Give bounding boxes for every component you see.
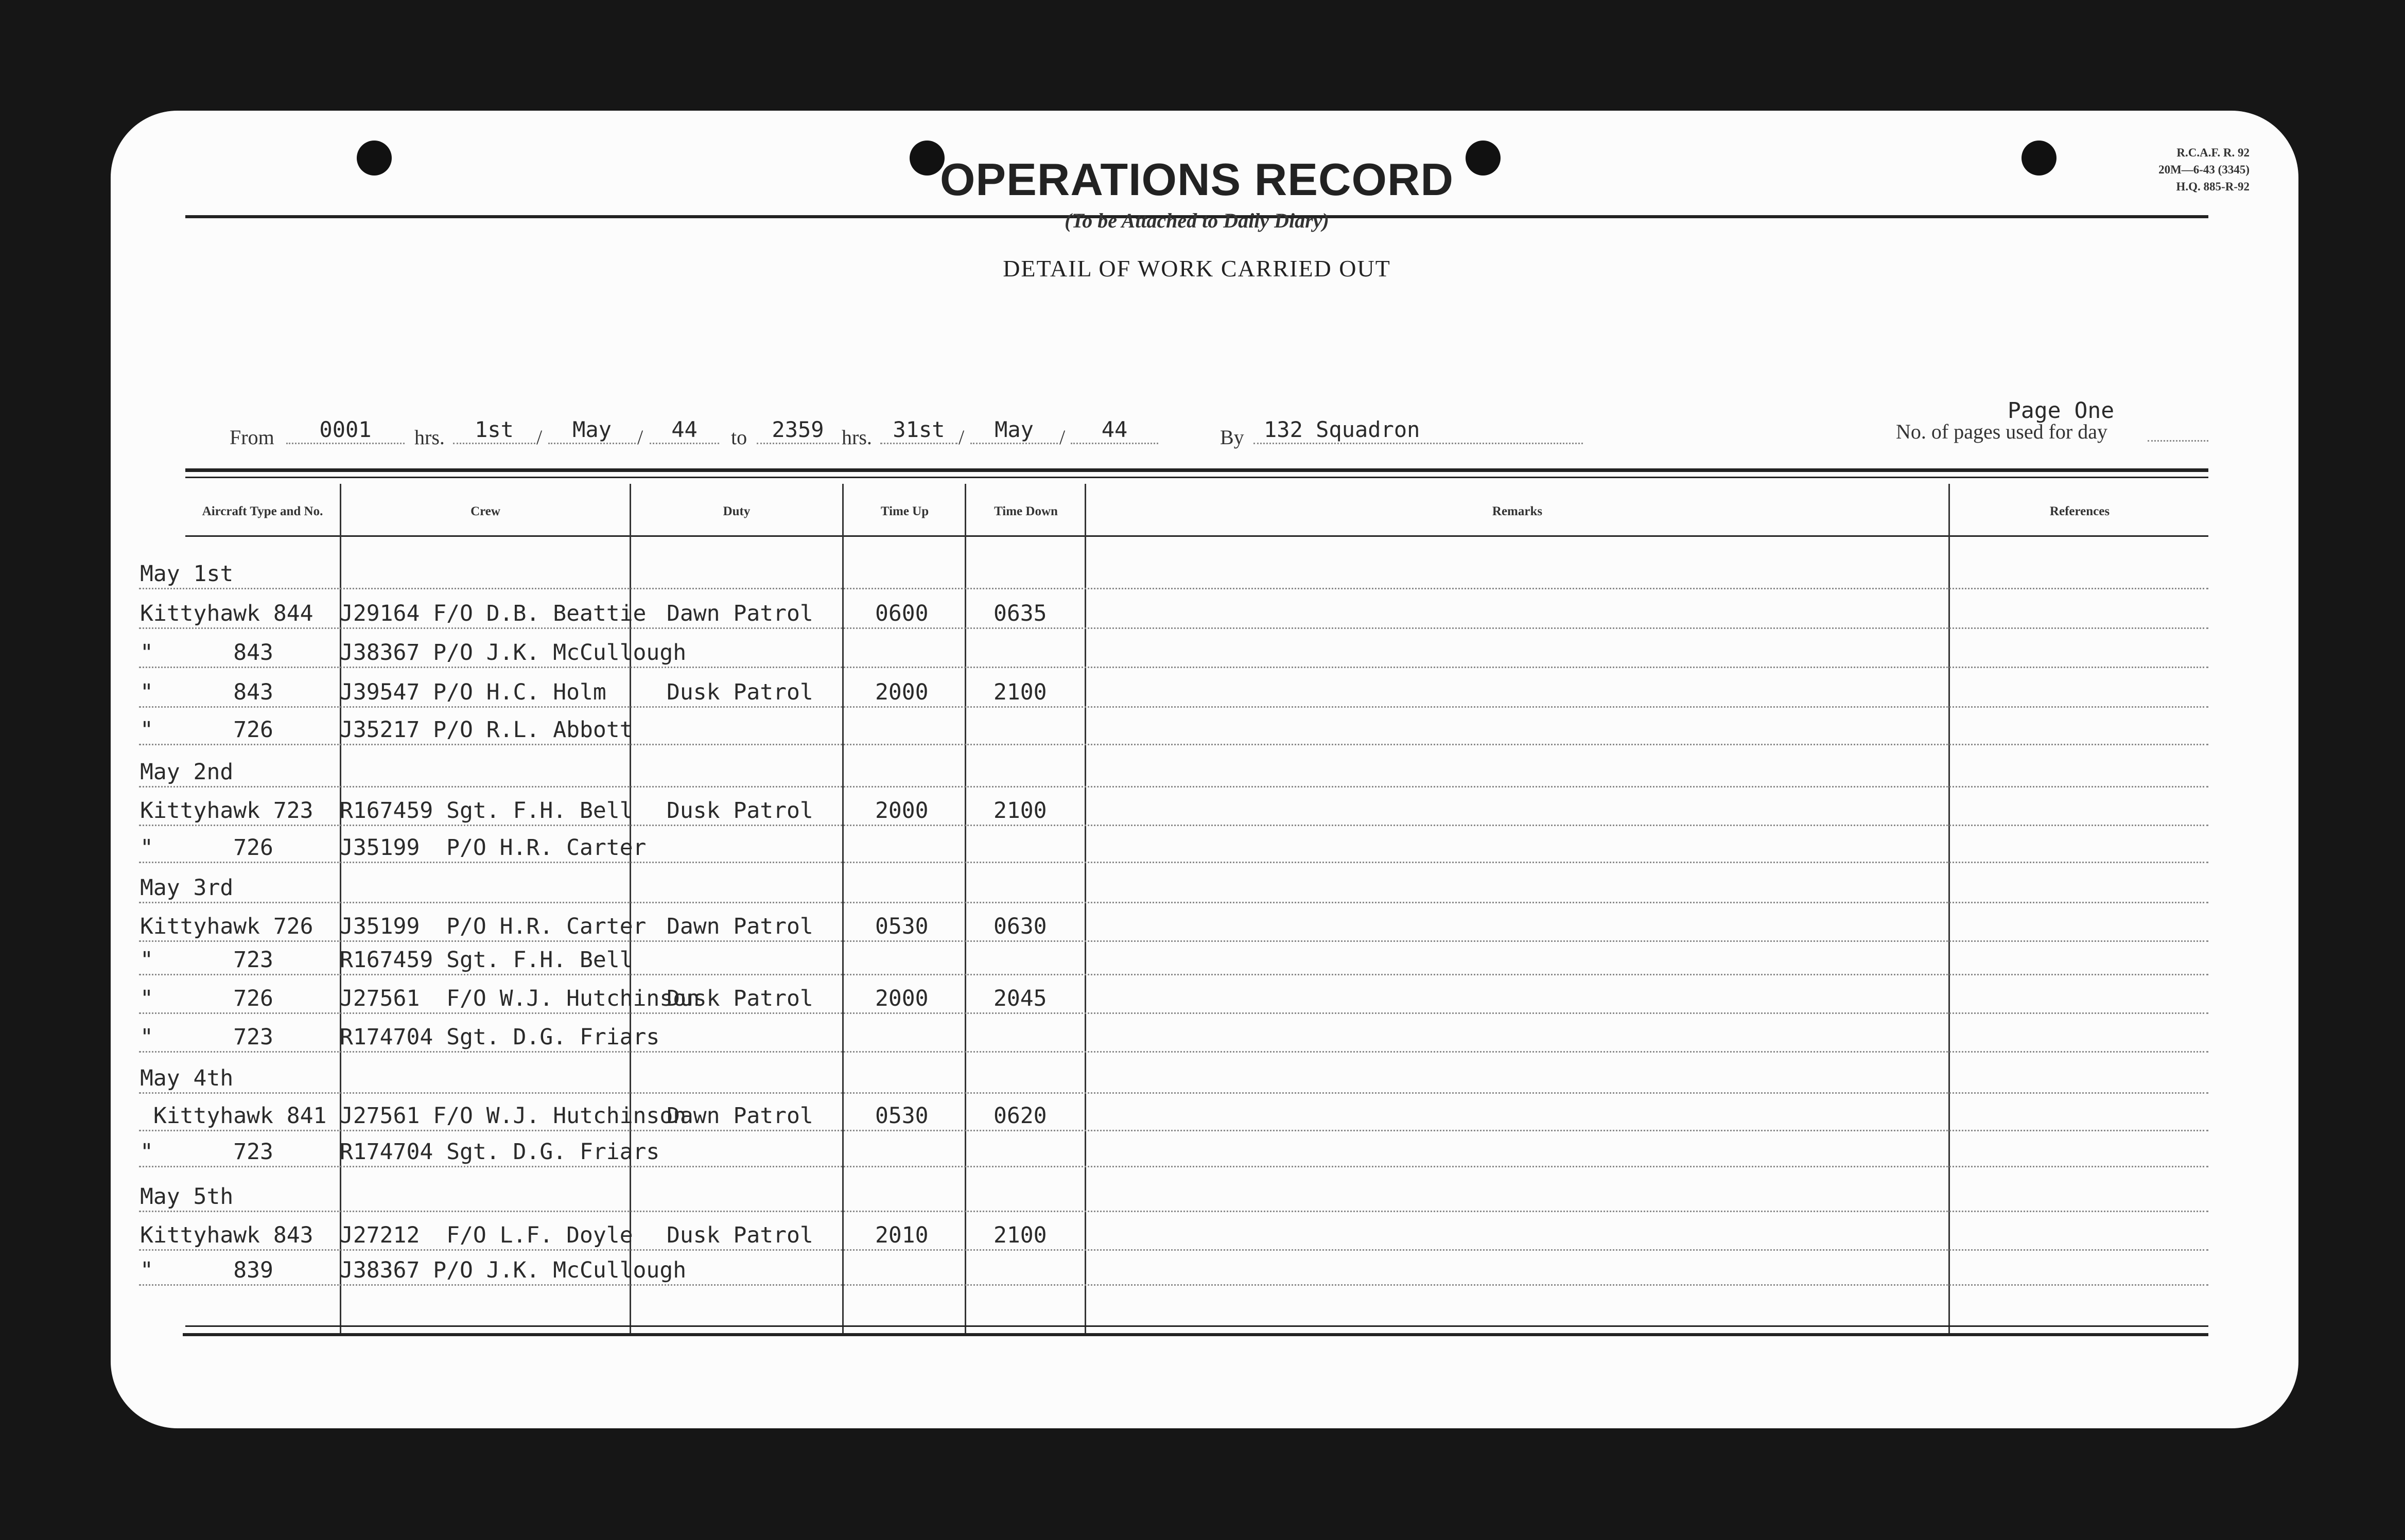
aircraft-cell: " 726 (140, 986, 273, 1011)
punch-hole (357, 141, 392, 176)
duty-cell: Dawn Patrol (667, 601, 813, 626)
aircraft-cell: May 3rd (140, 875, 234, 901)
form-title: OPERATIONS RECORD (939, 154, 1454, 205)
time-down-cell: 0620 (994, 1103, 1047, 1129)
date-separator: / (958, 426, 965, 449)
time-up-cell: 2010 (875, 1222, 929, 1248)
row-rule (139, 588, 2208, 589)
row-rule (139, 862, 2208, 863)
squadron-name: 132 Squadron (1253, 417, 1583, 444)
duty-cell: Dusk Patrol (667, 1222, 813, 1248)
crew-cell: J38367 P/O J.K. McCullough (340, 1257, 687, 1283)
row-rule (139, 940, 2208, 942)
aircraft-cell: " 843 (140, 640, 273, 666)
row-rule (139, 1211, 2208, 1212)
column-header: Duty (723, 504, 751, 518)
date-separator: / (1059, 426, 1066, 449)
aircraft-cell: " 723 (140, 1139, 273, 1165)
time-up-cell: 0600 (875, 601, 929, 626)
column-divider (842, 484, 844, 1333)
crew-cell: R167459 Sgt. F.H. Bell (340, 947, 633, 973)
column-divider (965, 484, 966, 1333)
aircraft-cell: Kittyhawk 843 (140, 1222, 313, 1248)
column-header: Crew (470, 504, 500, 518)
column-header: Time Up (880, 504, 929, 518)
to-month: May (970, 417, 1058, 444)
aircraft-cell: May 1st (140, 561, 234, 587)
page-number: Page One (2008, 398, 2115, 424)
row-rule (139, 786, 2208, 787)
to-time: 2359 (757, 417, 839, 444)
row-rule (139, 974, 2208, 975)
time-up-cell: 2000 (875, 798, 929, 824)
from-time: 0001 (286, 417, 405, 444)
pages-used-label: No. of pages used for day (1896, 420, 2107, 443)
duty-cell: Dusk Patrol (667, 679, 813, 705)
row-rule (139, 627, 2208, 629)
column-header: Time Down (994, 504, 1058, 518)
form-detail-heading: DETAIL OF WORK CARRIED OUT (1003, 255, 1391, 282)
row-rule (139, 744, 2208, 745)
row-rule (139, 1166, 2208, 1167)
bottom-rule (183, 1333, 2208, 1336)
row-rule (139, 825, 2208, 826)
aircraft-cell: " 726 (140, 717, 273, 743)
crew-cell: J39547 P/O H.C. Holm (340, 679, 606, 705)
form-code-line: H.Q. 885-R-92 (2176, 180, 2250, 193)
aircraft-cell: " 723 (140, 1024, 273, 1050)
crew-cell: J29164 F/O D.B. Beattie (340, 601, 647, 626)
hrs-label: hrs. (842, 426, 872, 449)
duty-cell: Dawn Patrol (667, 914, 813, 939)
crew-cell: J35199 P/O H.R. Carter (340, 914, 647, 939)
duty-cell: Dusk Patrol (667, 798, 813, 824)
aircraft-cell: May 4th (140, 1065, 234, 1091)
header-rule (185, 477, 2208, 478)
time-down-cell: 2100 (994, 1222, 1047, 1248)
from-label: From (230, 426, 274, 449)
aircraft-cell: Kittyhawk 723 (140, 798, 313, 824)
time-down-cell: 2100 (994, 679, 1047, 705)
crew-cell: J27212 F/O L.F. Doyle (340, 1222, 633, 1248)
time-down-cell: 0630 (994, 914, 1047, 939)
time-down-cell: 2100 (994, 798, 1047, 824)
crew-cell: J27561 F/O W.J. Hutchinson (340, 1103, 687, 1129)
by-label: By (1220, 426, 1244, 449)
from-day: 1st (453, 417, 535, 444)
aircraft-cell: May 2nd (140, 759, 234, 785)
row-rule (139, 667, 2208, 668)
row-rule (139, 1092, 2208, 1094)
from-year: 44 (650, 417, 719, 444)
row-rule (139, 1051, 2208, 1053)
aircraft-cell: Kittyhawk 841 (140, 1103, 327, 1129)
form-code-line: 20M—6-43 (3345) (2158, 163, 2250, 176)
aircraft-cell: " 843 (140, 679, 273, 705)
form-code (2033, 144, 2250, 195)
row-rule (139, 1249, 2208, 1251)
column-divider (1085, 484, 1086, 1333)
time-down-cell: 0635 (994, 601, 1047, 626)
crew-cell: J38367 P/O J.K. McCullough (340, 640, 687, 666)
time-up-cell: 0530 (875, 914, 929, 939)
crew-cell: J35217 P/O R.L. Abbott (340, 717, 633, 743)
row-rule (139, 706, 2208, 708)
header-rule (185, 468, 2208, 472)
form-subtitle: (To be Attached to Daily Diary) (1065, 209, 1329, 232)
to-year: 44 (1071, 417, 1158, 444)
crew-cell: J27561 F/O W.J. Hutchinson (340, 986, 700, 1011)
crew-cell: J35199 P/O H.R. Carter (340, 835, 647, 861)
time-up-cell: 2000 (875, 679, 929, 705)
crew-cell: R167459 Sgt. F.H. Bell (340, 798, 633, 824)
time-up-cell: 0530 (875, 1103, 929, 1129)
to-day: 31st (880, 417, 957, 444)
column-divider (1948, 484, 1950, 1333)
aircraft-cell: Kittyhawk 844 (140, 601, 313, 626)
pages-used-fill (2148, 440, 2208, 442)
aircraft-cell: Kittyhawk 726 (140, 914, 313, 939)
time-up-cell: 2000 (875, 986, 929, 1011)
crew-cell: R174704 Sgt. D.G. Friars (340, 1024, 660, 1050)
column-header: References (2049, 504, 2110, 518)
column-header: Aircraft Type and No. (202, 504, 323, 518)
aircraft-cell: " 839 (140, 1257, 273, 1283)
from-month: May (548, 417, 636, 444)
row-rule (139, 1130, 2208, 1131)
date-separator: / (637, 426, 643, 449)
row-rule (139, 1012, 2208, 1014)
time-down-cell: 2045 (994, 986, 1047, 1011)
aircraft-cell: May 5th (140, 1184, 234, 1210)
row-rule (139, 1284, 2208, 1286)
duty-cell: Dawn Patrol (667, 1103, 813, 1129)
to-label: to (731, 426, 747, 449)
bottom-rule (185, 1325, 2208, 1327)
row-rule (139, 902, 2208, 903)
column-header-rule (185, 535, 2208, 537)
aircraft-cell: " 726 (140, 835, 273, 861)
aircraft-cell: " 723 (140, 947, 273, 973)
duty-cell: Dusk Patrol (667, 986, 813, 1011)
date-separator: / (536, 426, 543, 449)
hrs-label: hrs. (414, 426, 445, 449)
form-code-line: R.C.A.F. R. 92 (2176, 146, 2250, 159)
column-header: Remarks (1492, 504, 1543, 518)
crew-cell: R174704 Sgt. D.G. Friars (340, 1139, 660, 1165)
